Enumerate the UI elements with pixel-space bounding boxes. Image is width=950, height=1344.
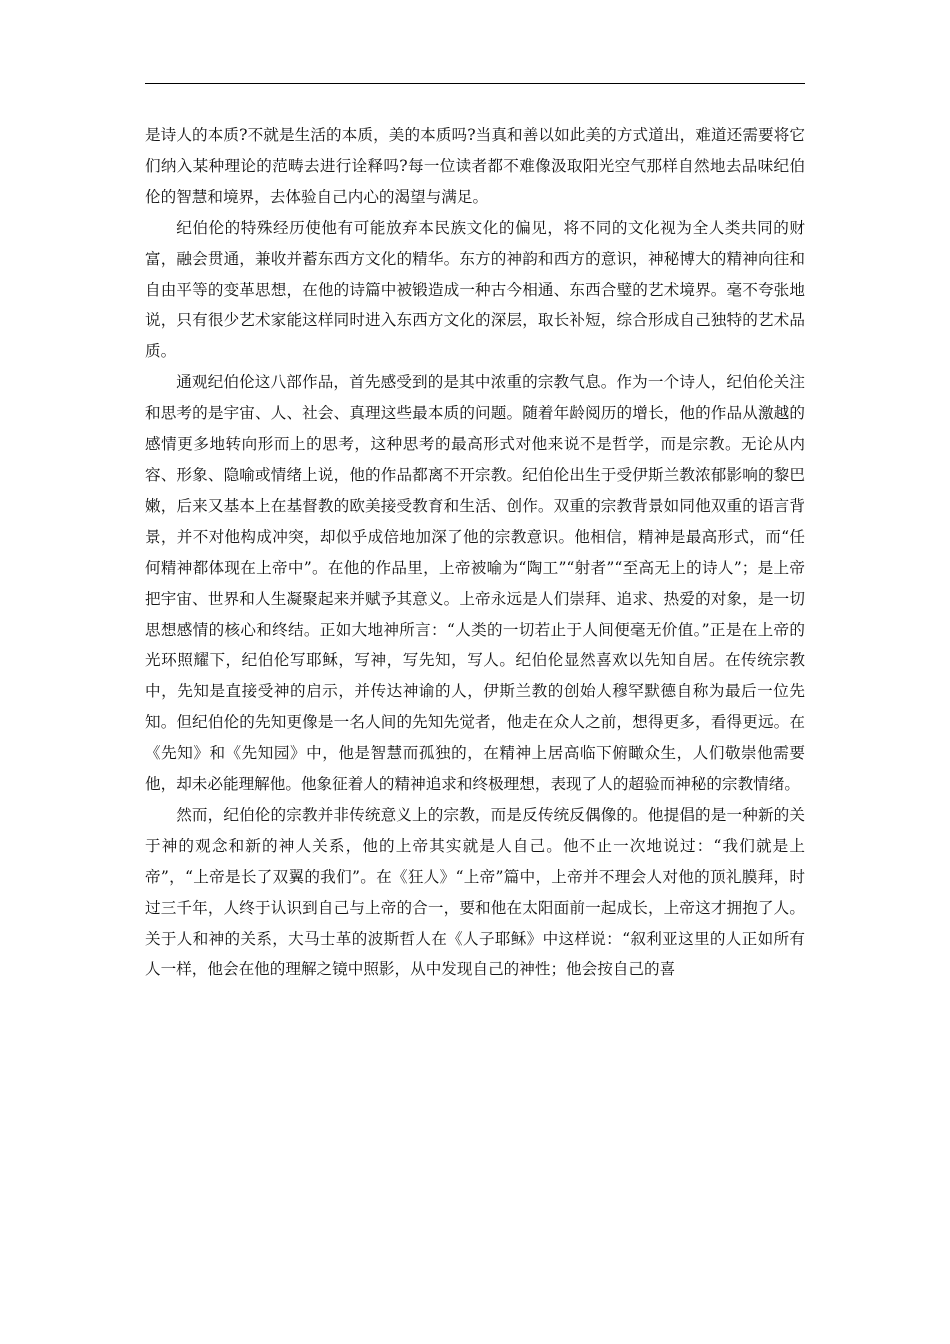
document-body [145,120,805,985]
paragraph-2: 纪伯伦的特殊经历使他有可能放弃本民族文化的偏见，将不同的文化视为全人类共同的财富，融会贯通，兼收并蓄东西方文化的精华。东方的神韵和西方的意识，神秘博大的精神向往和自由平等的变革思想，在他的诗篇中被锻造成一种古今相通、东西合璧的艺术境界。毫不夸张地说，只有很少艺术家能这样同时进入东西方文化的深层，取长补短，综合形成自己独特的艺术品质。 [145,218,805,361]
paragraph-4: 然而，纪伯伦的宗教并非传统意义上的宗教，而是反传统反偶像的。他提倡的是一种新的关于神的观念和新的神人关系，他的上帝其实就是人自己。他不止一次地说过：“我们就是上帝”，“上帝是长了双翼的我们”。在《狂人》“上帝”篇中，上帝并不理会人对他的顶礼膜拜，时过三千年，人终于认识到自己与上帝的合一，要和他在太阳面前一起成长，上帝这才拥抱了人。关于人和神的关系，大马士革的波斯哲人在《人子耶稣》中这样说：“叙利亚这里的人正如所有人一样，他会在他的理解之镜中照影，从中发现自己的神性；他会按自己的喜 [145,805,805,979]
paragraph-3: 通观纪伯伦这八部作品，首先感受到的是其中浓重的宗教气息。作为一个诗人，纪伯伦关注和思考的是宇宙、人、社会、真理这些最本质的问题。随着年龄阅历的增长，他的作品从激越的感情更多地转向形而上的思考，这种思考的最高形式对他来说不是哲学，而是宗教。无论从内容、形象、隐喻或情绪上说，他的作品都离不开宗教。纪伯伦出生于受伊斯兰教浓郁影响的黎巴嫩，后来又基本上在基督教的欧美接受教育和生活、创作。双重的宗教背景如同他双重的语言背景，并不对他构成冲突，却似乎成倍地加深了他的宗教意识。他相信，精神是最高形式，而“任何精神都体现在上帝中”。在他的作品里，上帝被喻为“陶工”“射者”“至高无上的诗人”；是上帝把宇宙、世界和人生凝聚起来并赋予其意义。上帝永远是人们崇拜、追求、热爱的对象，是一切思想感情的核心和终结。正如大地神所言：“人类的一切若止于人间便毫无价值。”正是在上帝的光环照耀下，纪伯伦写耶稣，写神，写先知，写人。纪伯伦显然喜欢以先知自居。在传统宗教中，先知是直接受神的启示，并传达神谕的人，伊斯兰教的创始人穆罕默德自称为最后一位先知。但纪伯伦的先知更像是一名人间的先知先觉者，他走在众人之前，想得更多，看得更远。在《先知》和《先知园》中，他是智慧而孤独的，在精神上居高临下俯瞰众生，人们敬崇他需要他，却未必能理解他。他象征着人的精神追求和终极理想，表现了人的超验而神秘的宗教情绪。 [145,373,805,794]
paragraph-1: 是诗人的本质?不就是生活的本质，美的本质吗?当真和善以如此美的方式道出，难道还需要将它们纳入某种理论的范畴去进行诠释吗?每一位读者都不难像汲取阳光空气那样自然地去品味纪伯伦的智慧和境界，去体验自己内心的渴望与满足。 [145,126,805,206]
header-rule [145,83,805,84]
